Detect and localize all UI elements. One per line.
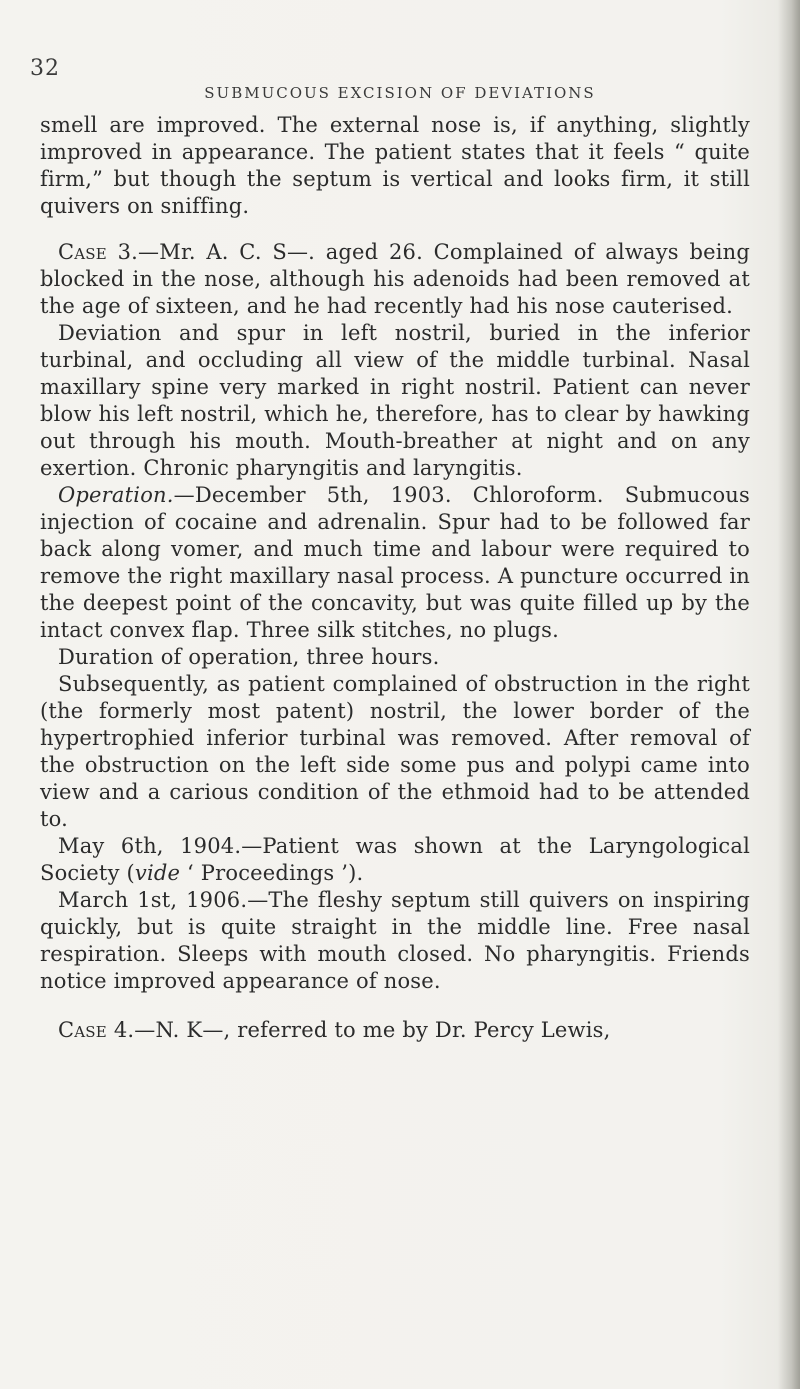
paragraph-text: Deviation and spur in left nostril, buried in the inferior turbinal, and occluding all view of the middle turbinal. Nasal maxillary spine very marked in right nostril. Patient can never blow his left nostril, which he, therefore, has to clear by hawking out through his mouth. Mouth-breather at night and on any exertion. Chronic pharyngitis and laryngitis. xyxy=(40,321,750,480)
running-head: SUBMUCOUS EXCISION OF DEVIATIONS xyxy=(204,84,596,102)
paragraph-text: Subsequently, as patient complained of obstruction in the right (the formerly most patent) nostril, the lower border of the hypertrophied inferior turbinal was removed. After removal of the obstruction on the left side some pus and polypi came into view and a carious condition of the ethmoid had to be attended to. xyxy=(40,672,750,831)
paragraph-text: May 6th, 1904.—Patient was shown at the Laryngological Society ( xyxy=(40,834,750,885)
paragraph-case-3 xyxy=(40,239,750,320)
paragraph-march-1906 xyxy=(40,887,750,995)
paragraph-text: —December 5th, 1903. Chloroform. Submucous injection of cocaine and adrenalin. Spur had to be followed far back along vomer, and much time and labour were required to remove the right maxillary nasal process. A puncture occurred in the deepest point of the concavity, but was quite filled up by the intact convex flap. Three silk stitches, no plugs. xyxy=(40,483,750,642)
vide-italic: vide xyxy=(134,861,181,885)
paragraph-text: 3.—Mr. A. C. S—. aged 26. Complained of always being blocked in the nose, although his adenoids had been removed at the age of sixteen, and he had recently had his nose cauterised. xyxy=(40,240,750,318)
paragraph-duration xyxy=(40,644,750,671)
paragraph-text: 4.—N. K—, referred to me by Dr. Percy Lewis, xyxy=(106,1018,611,1042)
paragraph-operation xyxy=(40,482,750,644)
page-edge-shadow xyxy=(778,0,800,1389)
paragraph-deviation xyxy=(40,320,750,482)
case-label: Case xyxy=(58,1018,107,1042)
paragraph-text: smell are improved. The external nose is, if anything, slightly improved in appearance. The patient states that it feels “ quite firm,” but though the septum is vertical and looks firm, it still quivers on sniffing. xyxy=(40,113,750,218)
paragraph-text: March 1st, 1906.—The fleshy septum still quivers on inspiring quickly, but is quite straight in the middle line. Free nasal respiration. Sleeps with mouth closed. No pharyngitis. Friends notice improved appearance of nose. xyxy=(40,888,750,993)
paragraph-may-1904 xyxy=(40,833,750,887)
paragraph-text: ‘ Proceedings ’). xyxy=(180,861,364,885)
page-number: 32 xyxy=(30,56,60,81)
paragraph-continuation xyxy=(40,112,750,220)
operation-label: Operation. xyxy=(58,483,174,507)
case-label: Case xyxy=(58,240,107,264)
paragraph-text: Duration of operation, three hours. xyxy=(58,645,440,669)
paragraph-subsequently xyxy=(40,671,750,833)
paragraph-case-4 xyxy=(40,1017,750,1044)
body-text xyxy=(40,112,750,1044)
